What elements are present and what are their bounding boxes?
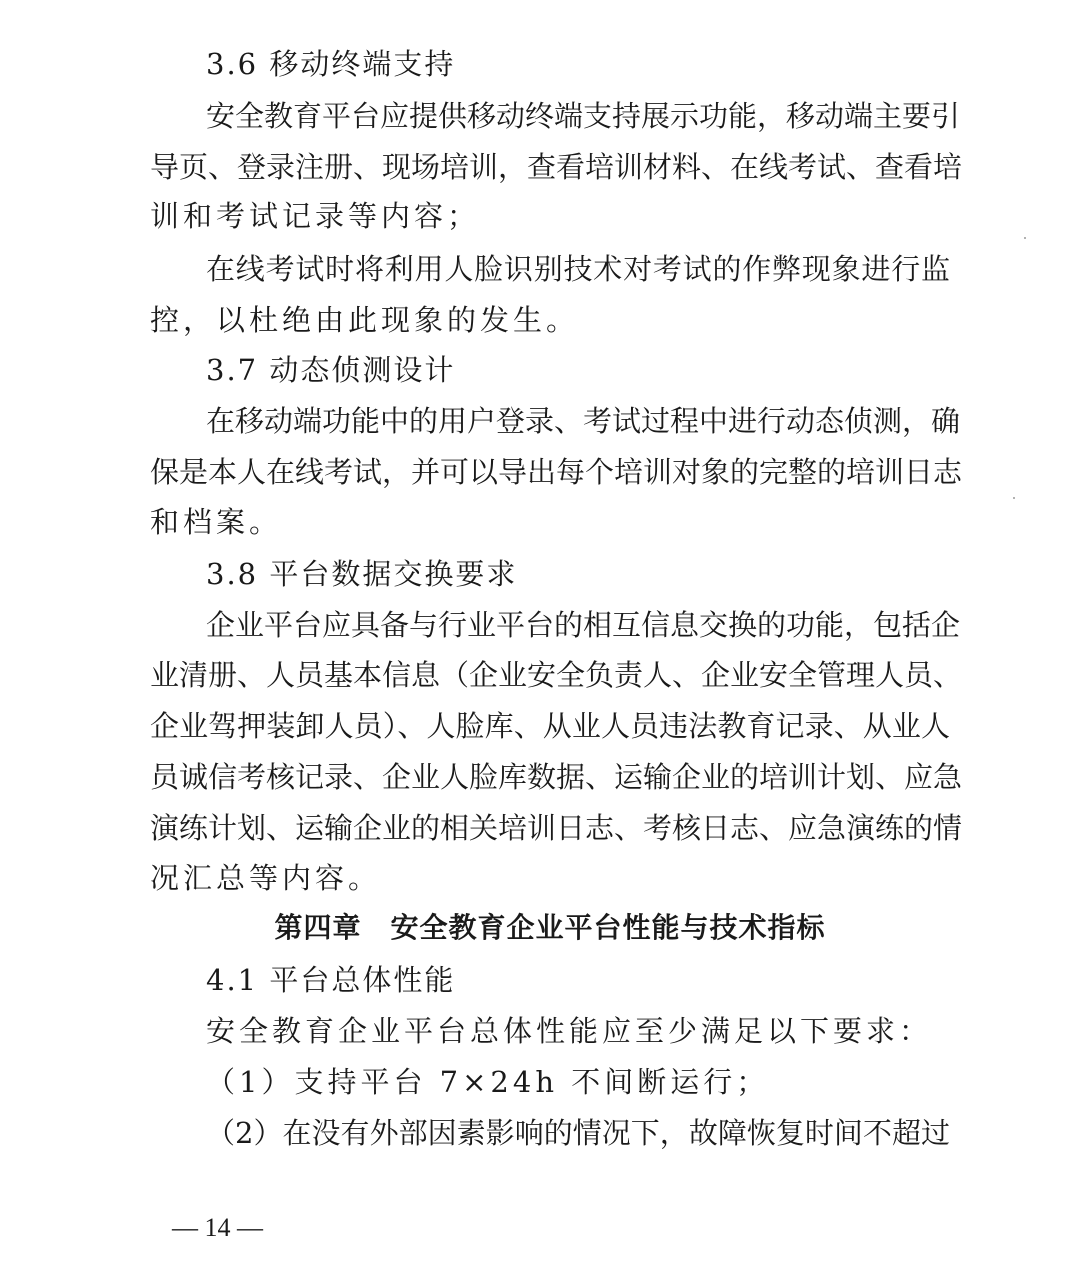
paragraph-line: 况汇总等内容。 (150, 861, 382, 895)
page-number: — 14 — (172, 1213, 263, 1242)
list-item: （1）支持平台 7×24h 不间断运行； (206, 1065, 770, 1099)
paragraph-line: 和档案。 (150, 505, 283, 539)
section-3-8-heading: 3.8 平台数据交换要求 (206, 557, 518, 591)
chapter-title: 第四章 安全教育企业平台性能与技术指标 (274, 911, 826, 944)
paragraph-line: 员诚信考核记录、企业人脸库数据、运输企业的培训计划、应急 (150, 760, 963, 794)
paragraph-line: 保是本人在线考试，并可以导出每个培训对象的完整的培训日志 (150, 455, 963, 489)
paragraph-line: 在线考试时将利用人脸识别技术对考试的作弊现象进行监 (206, 252, 950, 286)
scan-speck (1013, 497, 1015, 499)
scan-speck (1024, 237, 1026, 239)
paragraph-line: 演练计划、运输企业的相关培训日志、考核日志、应急演练的情 (150, 811, 963, 845)
paragraph-line: 导页、登录注册、现场培训，查看培训材料、在线考试、查看培 (150, 150, 963, 184)
section-3-7-heading: 3.7 动态侦测设计 (206, 353, 456, 387)
section-4-1-heading: 4.1 平台总体性能 (206, 963, 456, 997)
paragraph-line: 在移动端功能中的用户登录、考试过程中进行动态侦测，确 (206, 404, 961, 438)
paragraph-line: 业清册、人员基本信息（企业安全负责人、企业安全管理人员、 (150, 658, 963, 692)
list-item: （2）在没有外部因素影响的情况下，故障恢复时间不超过 (206, 1116, 950, 1150)
paragraph-line: 安全教育平台应提供移动终端支持展示功能，移动端主要引 (206, 99, 961, 133)
section-3-6-heading: 3.6 移动终端支持 (206, 47, 456, 81)
paragraph-line: 训和考试记录等内容； (150, 199, 481, 233)
paragraph-line: 企业平台应具备与行业平台的相互信息交换的功能，包括企 (206, 608, 961, 642)
paragraph-line: 企业驾押装卸人员）、人脸库、从业人员违法教育记录、从业人 (150, 709, 950, 743)
paragraph-line: 控，以杜绝由此现象的发生。 (150, 303, 580, 337)
paragraph-line: 安全教育企业平台总体性能应至少满足以下要求： (206, 1014, 933, 1048)
